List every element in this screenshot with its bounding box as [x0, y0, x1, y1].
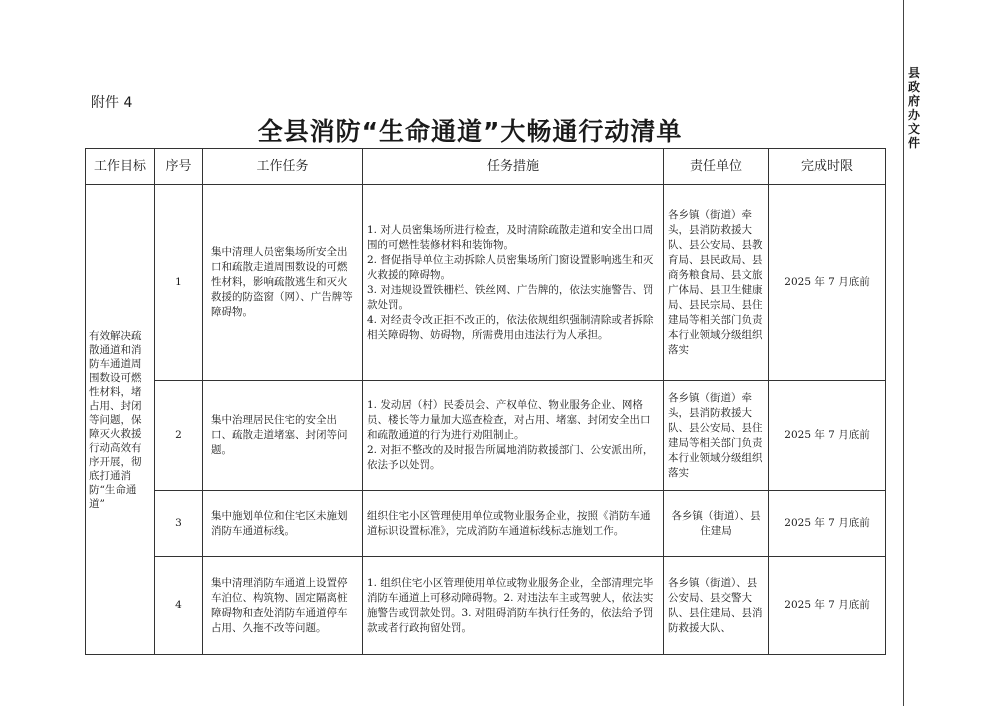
header-no: 序号 [155, 149, 203, 185]
task-cell: 集中施划单位和住宅区未施划消防车通道标线。 [203, 491, 363, 557]
row-number: 2 [155, 381, 203, 491]
header-goal: 工作目标 [86, 149, 155, 185]
measures-cell: 组织住宅小区管理使用单位或物业服务企业，按照《消防车通道标识设置标准》，完成消防车通道标线标志施划工作。 [363, 491, 664, 557]
unit-cell: 各乡镇（街道）、县住建局 [664, 491, 769, 557]
margin-rule [903, 0, 904, 706]
header-task: 工作任务 [203, 149, 363, 185]
goal-cell: 有效解决疏散通道和消防车通道周围数设可燃性材料，堵占用、封闭等问题，保障灭火救援行动高效有序开展，彻底打通消防“生命通道” [86, 185, 155, 655]
side-label: 县政府办文件 [908, 66, 921, 150]
table-row [86, 491, 886, 557]
table-row [86, 557, 886, 655]
deadline-cell: 2025 年 7 月底前 [769, 491, 886, 557]
header-unit: 责任单位 [664, 149, 769, 185]
deadline-cell: 2025 年 7 月底前 [769, 381, 886, 491]
document-title: 全县消防“生命通道”大畅通行动清单 [257, 117, 683, 146]
task-cell: 集中治理居民住宅的安全出口、疏散走道堵塞、封闭等问题。 [203, 381, 363, 491]
header-deadline: 完成时限 [769, 149, 886, 185]
task-cell: 集中清理消防车通道上设置停车泊位、构筑物、固定隔离桩障碍物和查处消防车通道停车占用、久拖不改等问题。 [203, 557, 363, 655]
row-number: 3 [155, 491, 203, 557]
table-row [86, 185, 886, 381]
row-number: 1 [155, 185, 203, 381]
unit-cell: 各乡镇（街道）牵头，县消防救援大队、县公安局、县教育局、县民政局、县商务粮食局、县文旅广体局、县卫生健康局、县民宗局、县住建局等相关部门负责本行业领域分级组织落实 [664, 185, 769, 381]
unit-cell: 各乡镇（街道）牵头，县消防救援大队、县公安局、县住建局等相关部门负责本行业领域分级组织落实 [664, 381, 769, 491]
action-table [85, 148, 886, 655]
header-measures: 任务措施 [363, 149, 664, 185]
row-number: 4 [155, 557, 203, 655]
measures-cell: 1. 组织住宅小区管理使用单位或物业服务企业，全部清理完毕消防车通道上可移动障碍物。2. 对违法车主或驾驶人，依法实施警告或罚款处罚。3. 对阻碍消防车执行任务的，依法给予罚款或者行政拘留处罚。 [363, 557, 664, 655]
header-row [86, 149, 886, 185]
attachment-label: 附件 4 [91, 95, 133, 111]
table-row [86, 381, 886, 491]
unit-cell: 各乡镇（街道）、县公安局、县交警大队、县住建局、县消防救援大队、 [664, 557, 769, 655]
measures-cell: 1. 对人员密集场所进行检查，及时清除疏散走道和安全出口周围的可燃性装修材料和装饰物。 2. 督促指导单位主动拆除人员密集场所门窗设置影响逃生和灭火救援的障碍物。 3. 对违规设置铁栅栏、铁丝网、广告牌的，依法实施警告、罚款处罚。 4. 对经责令改正拒不改正的，依法依规组织强制清除或者拆除相关障碍物、妨碍物，所需费用由违法行为人承担。 [363, 185, 664, 381]
measures-cell: 1. 发动居（村）民委员会、产权单位、物业服务企业、网格员、楼长等力量加大巡查检查，对占用、堵塞、封闭安全出口和疏散通道的行为进行劝阻制止。 2. 对拒不整改的及时报告所属地消防救援部门、公安派出所，依法予以处罚。 [363, 381, 664, 491]
deadline-cell: 2025 年 7 月底前 [769, 557, 886, 655]
deadline-cell: 2025 年 7 月底前 [769, 185, 886, 381]
task-cell: 集中清理人员密集场所安全出口和疏散走道周围数设的可燃性材料，影响疏散逃生和灭火救援的防盗窗（网）、广告牌等障碍物。 [203, 185, 363, 381]
